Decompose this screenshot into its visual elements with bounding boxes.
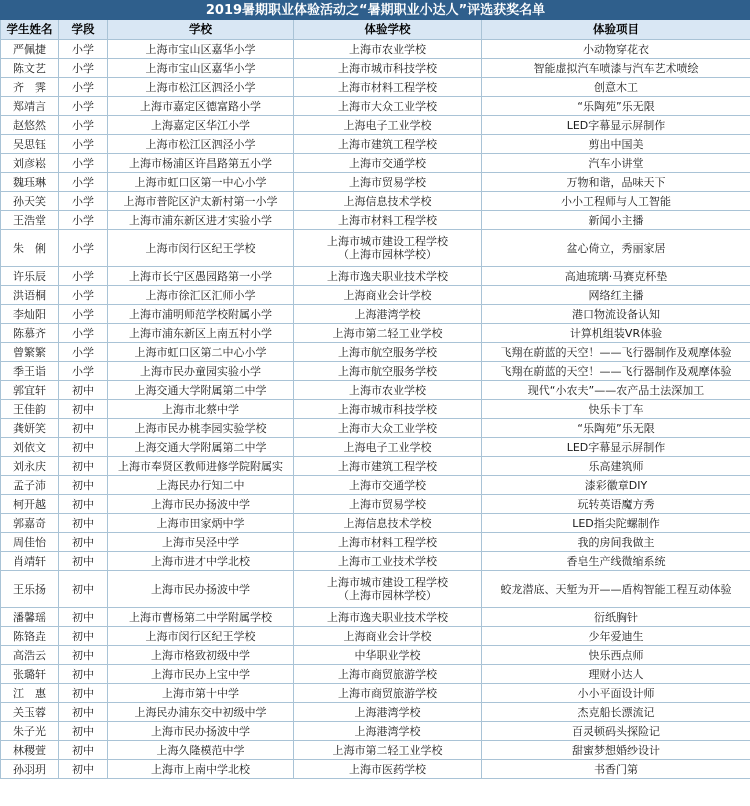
cell-student-name: 孟子沛 [1, 476, 59, 495]
cell-student-name: 刘永庆 [1, 457, 59, 476]
cell-school-level: 初中 [59, 627, 108, 646]
cell-experience-project: 现代“小农夫”——农产品土法深加工 [482, 381, 750, 400]
cell-student-name: 陈文艺 [1, 59, 59, 78]
cell-experience-project: 我的房间我做主 [482, 533, 750, 552]
cell-experience-project: 蛟龙潜底、天堑为开——盾构智能工程互动体验 [482, 571, 750, 608]
cell-experience-school: 上海市建筑工程学校 [294, 457, 482, 476]
cell-school: 上海市民办童园实验小学 [108, 362, 294, 381]
table-row [1, 400, 750, 419]
header-experience-school: 体验学校 [294, 20, 482, 40]
header-school: 学校 [108, 20, 294, 40]
cell-experience-school: 中华职业学校 [294, 646, 482, 665]
cell-school-level: 初中 [59, 608, 108, 627]
cell-school-level: 小学 [59, 211, 108, 230]
cell-school-level: 小学 [59, 192, 108, 211]
cell-experience-project: 衍纸胸针 [482, 608, 750, 627]
table-row [1, 552, 750, 571]
table-row [1, 438, 750, 457]
cell-school-level: 小学 [59, 362, 108, 381]
cell-school-level: 初中 [59, 741, 108, 760]
cell-school: 上海市松江区泗泾小学 [108, 135, 294, 154]
cell-experience-school: 上海信息技术学校 [294, 192, 482, 211]
table-row [1, 324, 750, 343]
cell-school: 上海市宝山区嘉华小学 [108, 59, 294, 78]
cell-experience-school: 上海市第二轻工业学校 [294, 324, 482, 343]
table-row [1, 514, 750, 533]
cell-school: 上海市上南中学北校 [108, 760, 294, 779]
cell-student-name: 关玉蓉 [1, 703, 59, 722]
cell-school: 上海市普陀区沪太新村第一小学 [108, 192, 294, 211]
cell-student-name: 龚妍笑 [1, 419, 59, 438]
cell-experience-school: 上海市航空服务学校 [294, 343, 482, 362]
cell-school-level: 小学 [59, 116, 108, 135]
cell-experience-project: 小小平面设计师 [482, 684, 750, 703]
cell-experience-school: 上海市航空服务学校 [294, 362, 482, 381]
cell-school-level: 初中 [59, 438, 108, 457]
cell-school-level: 小学 [59, 343, 108, 362]
cell-school-level: 小学 [59, 173, 108, 192]
cell-experience-school: 上海市贸易学校 [294, 173, 482, 192]
cell-student-name: 赵悠然 [1, 116, 59, 135]
header-school-level: 学段 [59, 20, 108, 40]
cell-school-level: 初中 [59, 533, 108, 552]
cell-experience-school: 上海港湾学校 [294, 305, 482, 324]
header-experience-project: 体验项目 [482, 20, 750, 40]
cell-school-level: 初中 [59, 684, 108, 703]
cell-school: 上海市民办上宝中学 [108, 665, 294, 684]
cell-experience-school: 上海市商贸旅游学校 [294, 665, 482, 684]
table-row [1, 40, 750, 59]
cell-experience-school: 上海市贸易学校 [294, 495, 482, 514]
table-row [1, 173, 750, 192]
table-title: 2019暑期职业体验活动之“暑期职业小达人”评选获奖名单 [1, 1, 750, 20]
cell-student-name: 孙天笑 [1, 192, 59, 211]
table-row [1, 533, 750, 552]
table-row [1, 230, 750, 267]
table-row [1, 627, 750, 646]
table-row [1, 381, 750, 400]
cell-school-level: 小学 [59, 40, 108, 59]
cell-school-level: 小学 [59, 305, 108, 324]
cell-student-name: 王佳韵 [1, 400, 59, 419]
cell-school: 上海市闵行区纪王学校 [108, 627, 294, 646]
cell-experience-school: 上海市交通学校 [294, 476, 482, 495]
cell-school: 上海市虹口区第一中心小学 [108, 173, 294, 192]
cell-experience-school: 上海市农业学校 [294, 40, 482, 59]
table-body [1, 40, 750, 779]
header-student-name: 学生姓名 [1, 20, 59, 40]
table-row [1, 116, 750, 135]
cell-experience-project: 网络红主播 [482, 286, 750, 305]
cell-student-name: 高浩云 [1, 646, 59, 665]
cell-experience-project: “乐陶苑”乐无限 [482, 419, 750, 438]
cell-experience-project: 杰克船长漂流记 [482, 703, 750, 722]
table-row [1, 97, 750, 116]
cell-experience-school: 上海市逸夫职业技术学校 [294, 608, 482, 627]
cell-student-name: 周佳怡 [1, 533, 59, 552]
cell-school: 上海市民办扬波中学 [108, 722, 294, 741]
cell-experience-school: 上海港湾学校 [294, 722, 482, 741]
cell-school-level: 小学 [59, 324, 108, 343]
cell-experience-school: 上海市材料工程学校 [294, 211, 482, 230]
table-row [1, 571, 750, 608]
cell-student-name: 王浩堂 [1, 211, 59, 230]
cell-student-name: 曾繁繁 [1, 343, 59, 362]
cell-school-level: 初中 [59, 665, 108, 684]
cell-experience-project: 港口物流设备认知 [482, 305, 750, 324]
cell-experience-project: “乐陶苑”乐无限 [482, 97, 750, 116]
table-row [1, 362, 750, 381]
cell-experience-school: 上海港湾学校 [294, 703, 482, 722]
cell-student-name: 陈铬垚 [1, 627, 59, 646]
cell-experience-school: 上海市商贸旅游学校 [294, 684, 482, 703]
cell-school: 上海久隆模范中学 [108, 741, 294, 760]
cell-experience-project: 漆彩徽章DIY [482, 476, 750, 495]
cell-school-level: 初中 [59, 400, 108, 419]
cell-experience-project: 新闻小主播 [482, 211, 750, 230]
cell-experience-school: 上海市城市建设工程学校 （上海市园林学校） [294, 571, 482, 608]
cell-school-level: 初中 [59, 552, 108, 571]
cell-experience-school: 上海电子工业学校 [294, 438, 482, 457]
cell-student-name: 林稷萱 [1, 741, 59, 760]
cell-school-level: 小学 [59, 267, 108, 286]
cell-school-level: 初中 [59, 646, 108, 665]
cell-experience-school: 上海市城市科技学校 [294, 400, 482, 419]
cell-school: 上海市进才中学北校 [108, 552, 294, 571]
table-row [1, 741, 750, 760]
cell-experience-school: 上海市逸夫职业技术学校 [294, 267, 482, 286]
cell-experience-project: LED指尖陀螺制作 [482, 514, 750, 533]
cell-school-level: 初中 [59, 476, 108, 495]
table-row [1, 457, 750, 476]
cell-experience-project: 快乐西点师 [482, 646, 750, 665]
table-row [1, 419, 750, 438]
cell-experience-project: LED字幕显示屏制作 [482, 116, 750, 135]
table-row [1, 495, 750, 514]
cell-student-name: 魏珏琳 [1, 173, 59, 192]
table-row [1, 135, 750, 154]
cell-school: 上海市田家炳中学 [108, 514, 294, 533]
cell-student-name: 郑靖言 [1, 97, 59, 116]
cell-school: 上海市民办扬波中学 [108, 495, 294, 514]
cell-school: 上海市浦东新区进才实验小学 [108, 211, 294, 230]
cell-experience-school: 上海市建筑工程学校 [294, 135, 482, 154]
cell-student-name: 陈慕齐 [1, 324, 59, 343]
cell-school: 上海民办行知二中 [108, 476, 294, 495]
table-row [1, 154, 750, 173]
cell-school: 上海市闵行区纪王学校 [108, 230, 294, 267]
cell-student-name: 朱子光 [1, 722, 59, 741]
cell-school: 上海市北蔡中学 [108, 400, 294, 419]
cell-experience-school: 上海市第二轻工业学校 [294, 741, 482, 760]
table-row [1, 211, 750, 230]
cell-school: 上海嘉定区华江小学 [108, 116, 294, 135]
cell-experience-project: 汽车小讲堂 [482, 154, 750, 173]
cell-school: 上海市第十中学 [108, 684, 294, 703]
table-row [1, 722, 750, 741]
cell-experience-project: 创意木工 [482, 78, 750, 97]
cell-experience-project: 乐高建筑师 [482, 457, 750, 476]
table-row [1, 646, 750, 665]
cell-experience-school: 上海信息技术学校 [294, 514, 482, 533]
cell-experience-project: 百灵顿码头探险记 [482, 722, 750, 741]
cell-experience-school: 上海市大众工业学校 [294, 419, 482, 438]
cell-student-name: 柯开越 [1, 495, 59, 514]
cell-school-level: 初中 [59, 419, 108, 438]
table-row [1, 59, 750, 78]
table-row [1, 608, 750, 627]
cell-school: 上海交通大学附属第二中学 [108, 381, 294, 400]
table-row [1, 78, 750, 97]
cell-school: 上海市虹口区第二中心小学 [108, 343, 294, 362]
table-row [1, 267, 750, 286]
cell-experience-school: 上海市材料工程学校 [294, 533, 482, 552]
cell-school: 上海市长宁区愚园路第一小学 [108, 267, 294, 286]
cell-experience-project: 剪出中国美 [482, 135, 750, 154]
cell-school-level: 初中 [59, 722, 108, 741]
cell-student-name: 洪语桐 [1, 286, 59, 305]
table-row [1, 476, 750, 495]
cell-student-name: 潘馨瑶 [1, 608, 59, 627]
cell-student-name: 张璐轩 [1, 665, 59, 684]
cell-experience-school: 上海市交通学校 [294, 154, 482, 173]
cell-experience-school: 上海市工业技术学校 [294, 552, 482, 571]
cell-school-level: 小学 [59, 154, 108, 173]
cell-school: 上海市吴泾中学 [108, 533, 294, 552]
cell-school-level: 小学 [59, 59, 108, 78]
cell-school-level: 初中 [59, 571, 108, 608]
cell-experience-project: 智能虚拟汽车喷漆与汽车艺术喷绘 [482, 59, 750, 78]
cell-school: 上海民办浦东交中初级中学 [108, 703, 294, 722]
cell-school: 上海市嘉定区德富路小学 [108, 97, 294, 116]
cell-experience-school: 上海市城市建设工程学校 （上海市园林学校） [294, 230, 482, 267]
table-row [1, 286, 750, 305]
cell-school: 上海市松江区泗泾小学 [108, 78, 294, 97]
cell-experience-project: 飞翔在蔚蓝的天空！——飞行器制作及观摩体验 [482, 362, 750, 381]
cell-student-name: 孙羽玥 [1, 760, 59, 779]
cell-student-name: 郭宜轩 [1, 381, 59, 400]
cell-experience-project: 盆心倚立，秀丽家居 [482, 230, 750, 267]
cell-school: 上海市民办桃李园实验学校 [108, 419, 294, 438]
cell-experience-project: 理财小达人 [482, 665, 750, 684]
table-row [1, 760, 750, 779]
cell-experience-project: 高迪琉璃·马赛克杯垫 [482, 267, 750, 286]
cell-student-name: 严佩捷 [1, 40, 59, 59]
cell-student-name: 肖靖轩 [1, 552, 59, 571]
cell-experience-school: 上海市城市科技学校 [294, 59, 482, 78]
cell-student-name: 李灿阳 [1, 305, 59, 324]
cell-experience-school: 上海电子工业学校 [294, 116, 482, 135]
cell-school: 上海市曹杨第二中学附属学校 [108, 608, 294, 627]
cell-experience-project: 香皂生产线微缩系统 [482, 552, 750, 571]
cell-experience-project: 书香门第 [482, 760, 750, 779]
cell-student-name: 江 惠 [1, 684, 59, 703]
cell-student-name: 郭嘉奇 [1, 514, 59, 533]
cell-experience-school: 上海市大众工业学校 [294, 97, 482, 116]
cell-school-level: 初中 [59, 381, 108, 400]
cell-experience-school: 上海商业会计学校 [294, 627, 482, 646]
cell-school: 上海市奉贤区教师进修学院附属实 [108, 457, 294, 476]
cell-experience-school: 上海商业会计学校 [294, 286, 482, 305]
cell-experience-project: 万物和谐，品味天下 [482, 173, 750, 192]
cell-school-level: 小学 [59, 230, 108, 267]
cell-experience-project: 甜蜜梦想婚纱设计 [482, 741, 750, 760]
cell-experience-school: 上海市医药学校 [294, 760, 482, 779]
cell-school: 上海市格致初级中学 [108, 646, 294, 665]
cell-school: 上海市杨浦区许昌路第五小学 [108, 154, 294, 173]
table-row [1, 703, 750, 722]
cell-experience-school: 上海市农业学校 [294, 381, 482, 400]
cell-student-name: 许乐辰 [1, 267, 59, 286]
cell-experience-project: 少年爱迪生 [482, 627, 750, 646]
cell-student-name: 季王诣 [1, 362, 59, 381]
cell-school-level: 小学 [59, 286, 108, 305]
cell-school-level: 初中 [59, 703, 108, 722]
cell-school: 上海市宝山区嘉华小学 [108, 40, 294, 59]
table-row [1, 665, 750, 684]
cell-student-name: 刘彦崧 [1, 154, 59, 173]
cell-school-level: 初中 [59, 514, 108, 533]
cell-school: 上海交通大学附属第二中学 [108, 438, 294, 457]
table-row [1, 192, 750, 211]
cell-experience-project: 小小工程师与人工智能 [482, 192, 750, 211]
cell-experience-project: 快乐卡丁车 [482, 400, 750, 419]
table-row [1, 343, 750, 362]
cell-school-level: 初中 [59, 495, 108, 514]
cell-school-level: 小学 [59, 135, 108, 154]
cell-experience-project: 飞翔在蔚蓝的天空！——飞行器制作及观摩体验 [482, 343, 750, 362]
table-row [1, 305, 750, 324]
cell-student-name: 刘依文 [1, 438, 59, 457]
cell-school-level: 初中 [59, 457, 108, 476]
cell-school-level: 初中 [59, 760, 108, 779]
cell-school-level: 小学 [59, 78, 108, 97]
cell-experience-school: 上海市材料工程学校 [294, 78, 482, 97]
cell-school: 上海市浦明师范学校附属小学 [108, 305, 294, 324]
cell-student-name: 朱 俐 [1, 230, 59, 267]
cell-student-name: 吴思钰 [1, 135, 59, 154]
cell-experience-project: 小动物穿花衣 [482, 40, 750, 59]
cell-school: 上海市民办扬波中学 [108, 571, 294, 608]
cell-school: 上海市浦东新区上南五村小学 [108, 324, 294, 343]
cell-experience-project: 玩转英语魔方秀 [482, 495, 750, 514]
cell-experience-project: 计算机组装VR体验 [482, 324, 750, 343]
table-row [1, 684, 750, 703]
cell-student-name: 齐 霁 [1, 78, 59, 97]
cell-school-level: 小学 [59, 97, 108, 116]
cell-experience-project: LED字幕显示屏制作 [482, 438, 750, 457]
cell-student-name: 王乐扬 [1, 571, 59, 608]
cell-school: 上海市徐汇区汇师小学 [108, 286, 294, 305]
